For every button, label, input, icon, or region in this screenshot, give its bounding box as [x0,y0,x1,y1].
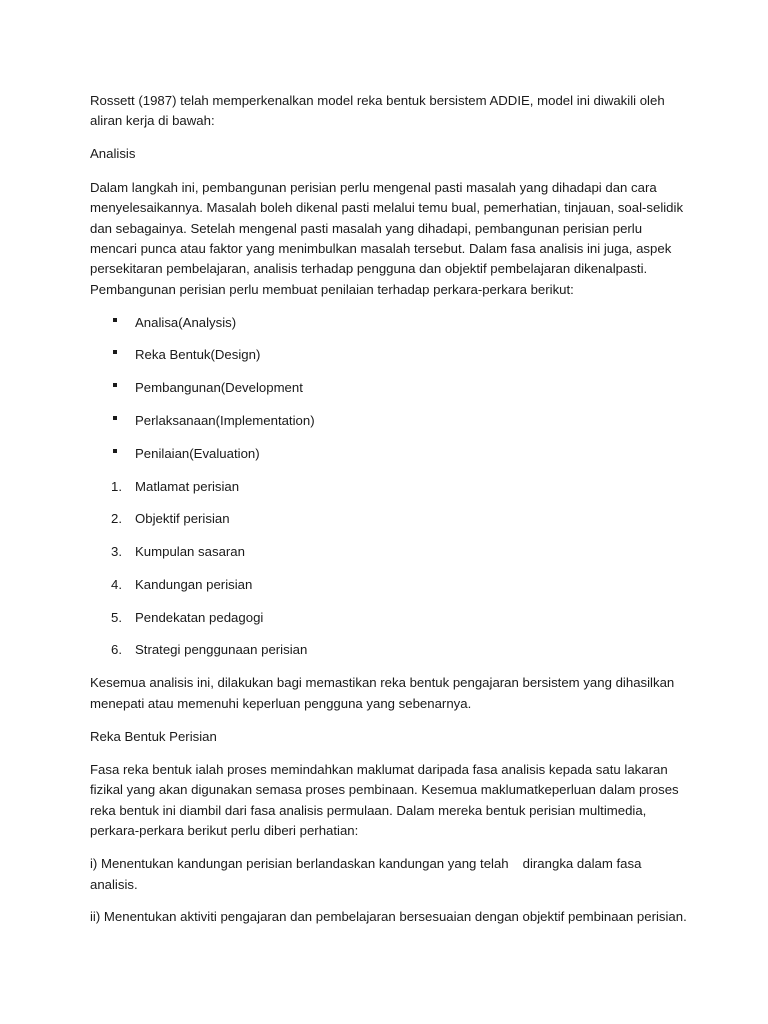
bullet-item-label: Pembangunan(Development [135,380,303,396]
item-ii-paragraph: ii) Menentukan aktiviti pengajaran dan pembelajaran bersesuaian dengan objektif pembinaan perisian. [90,909,687,925]
numbered-item-label: Objektif perisian [135,511,230,527]
document-content [90,91,690,940]
bullet-item-label: Penilaian(Evaluation) [135,445,260,461]
analisis-paragraph: Dalam langkah ini, pembangunan perisian perlu mengenal pasti masalah yang dihadapi dan cara menyelesaikannya. Masalah boleh dikenal pasti melalui temu bual, pemerhatian, tinjauan, soal-selidik dan sebagainya. Setelah mengenal pasti masalah yang dihadapi, pembangunan perisian perlu mencari punca atau faktor yang menimbulkan masalah tersebut. Dalam fasa analisis ini juga, aspek persekitaran pembelajaran, analisis terhadap pengguna dan objektif pembelajaran dikenalpasti. Pembangunan perisian perlu membuat penilaian terhadap perkara-perkara berikut: [90,179,684,297]
numbered-item-label: Matlamat perisian [135,478,240,494]
bullet-item-label: Analisa(Analysis) [135,314,237,330]
bullet-item [90,313,690,333]
item-number: 1. [111,478,122,494]
numbered-list [90,477,690,661]
item-i-text-a: i) Menentukan kandungan perisian berlandaskan kandungan yang telah [90,856,509,872]
bullet-item-label: Perlaksanaan(Implementation) [135,413,315,428]
intro-paragraph: Rossett (1987) telah memperkenalkan model reka bentuk bersistem ADDIE, model ini diwakili oleh aliran kerja di bawah: [90,93,665,129]
numbered-item [90,575,690,595]
numbered-item-label: Kumpulan sasaran [135,544,245,560]
item-i-text-b: dirangka dalam fasa analisis. [90,856,642,892]
numbered-item [90,542,690,562]
numbered-item [90,608,690,628]
numbered-item [90,640,690,660]
bullet-item [90,411,690,431]
item-number: 3. [111,544,122,560]
square-bullet-icon [113,449,117,453]
item-number: 6. [111,642,122,658]
heading-analisis: Analisis [90,146,136,162]
numbered-item-label: Pendekatan pedagogi [135,609,264,625]
square-bullet-icon [113,416,117,420]
square-bullet-icon [113,318,117,322]
heading-reka-bentuk: Reka Bentuk Perisian [90,728,217,744]
addie-bullet-list [90,313,690,465]
item-number: 2. [111,511,122,527]
kesemua-paragraph: Kesemua analisis ini, dilakukan bagi memastikan reka bentuk pengajaran bersistem yang dihasilkan menepati atau memenuhi keperluan pengguna yang sebenarnya. [90,675,675,711]
bullet-item [90,444,690,464]
square-bullet-icon [113,350,117,354]
numbered-item-label: Kandungan perisian [135,576,253,592]
item-number: 5. [111,609,122,625]
item-i-paragraph [90,854,690,895]
bullet-item [90,378,690,398]
bullet-item-label: Reka Bentuk(Design) [135,347,261,363]
reka-bentuk-paragraph: Fasa reka bentuk ialah proses memindahkan maklumat daripada fasa analisis kepada satu lakaran fizikal yang akan digunakan semasa proses pembinaan. Kesemua maklumatkeperluan dalam proses reka bentuk ini diambil dari fasa analisis permulaan. Dalam mereka bentuk perisian multimedia, perkara-perkara berikut perlu diberi perhatian: [90,761,679,839]
bullet-item [90,345,690,365]
item-number: 4. [111,576,122,592]
square-bullet-icon [113,383,117,387]
numbered-item [90,509,690,529]
numbered-item-label: Strategi penggunaan perisian [135,642,308,658]
numbered-item [90,477,690,497]
